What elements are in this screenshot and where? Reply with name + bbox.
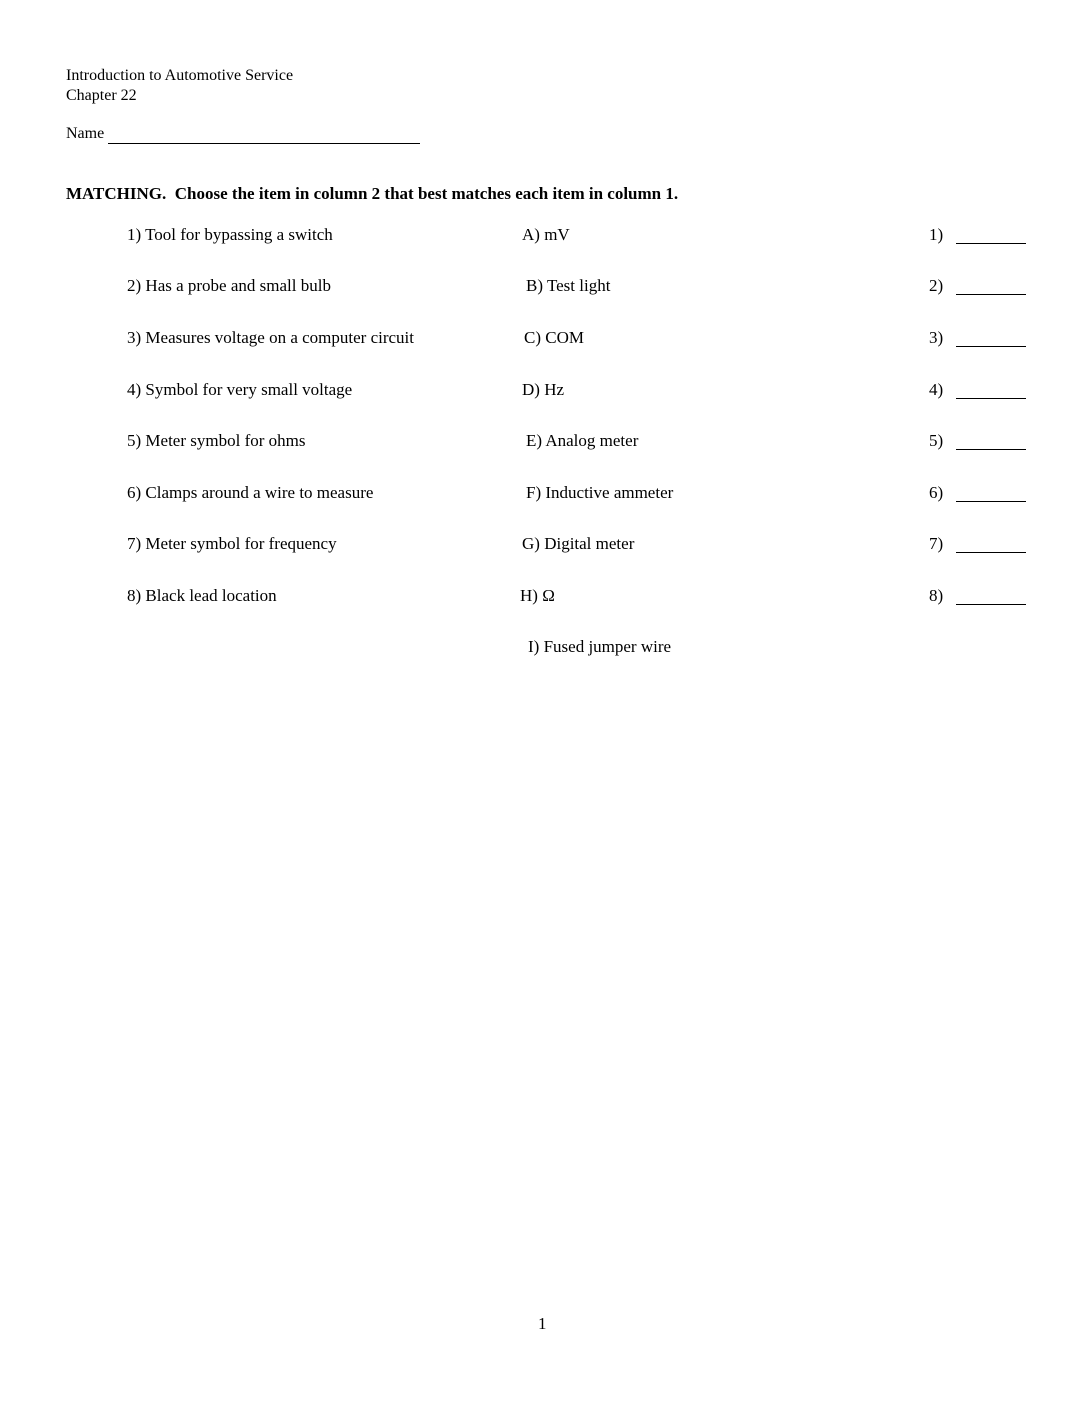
option-text: H) Ω bbox=[520, 586, 555, 605]
answer-number: 8) bbox=[929, 586, 944, 605]
answer-blank[interactable] bbox=[956, 604, 1026, 605]
matching-row bbox=[0, 379, 1088, 409]
matching-row bbox=[0, 430, 1088, 460]
option-text: D) Hz bbox=[522, 380, 565, 399]
matching-row bbox=[0, 275, 1088, 305]
answer-blank[interactable] bbox=[956, 449, 1026, 450]
question-text: 6) Clamps around a wire to measure bbox=[127, 483, 374, 502]
option-text: C) COM bbox=[524, 328, 584, 347]
answer-blank[interactable] bbox=[956, 346, 1026, 347]
answer-blank[interactable] bbox=[956, 243, 1026, 244]
course-title: Introduction to Automotive Service bbox=[66, 67, 294, 84]
matching-row bbox=[0, 636, 1088, 666]
chapter-label: Chapter 22 bbox=[66, 87, 137, 104]
name-blank-line[interactable] bbox=[108, 143, 420, 144]
option-text: G) Digital meter bbox=[522, 534, 635, 553]
answer-number: 4) bbox=[929, 380, 944, 399]
answer-blank[interactable] bbox=[956, 552, 1026, 553]
answer-blank[interactable] bbox=[956, 501, 1026, 502]
matching-instructions: MATCHING. Choose the item in column 2 that best matches each item in column 1. bbox=[66, 184, 679, 203]
option-text: A) mV bbox=[522, 225, 570, 244]
matching-row bbox=[0, 585, 1088, 615]
matching-row bbox=[0, 533, 1088, 563]
option-text: I) Fused jumper wire bbox=[528, 637, 672, 656]
matching-row bbox=[0, 327, 1088, 357]
question-text: 2) Has a probe and small bulb bbox=[127, 276, 331, 295]
question-text: 4) Symbol for very small voltage bbox=[127, 380, 353, 399]
option-text: F) Inductive ammeter bbox=[526, 483, 674, 502]
answer-number: 6) bbox=[929, 483, 944, 502]
name-label: Name bbox=[66, 125, 105, 142]
answer-number: 3) bbox=[929, 328, 944, 347]
question-text: 1) Tool for bypassing a switch bbox=[127, 225, 333, 244]
matching-row bbox=[0, 224, 1088, 254]
option-text: B) Test light bbox=[526, 276, 611, 295]
question-text: 5) Meter symbol for ohms bbox=[127, 431, 306, 450]
option-text: E) Analog meter bbox=[526, 431, 639, 450]
answer-blank[interactable] bbox=[956, 398, 1026, 399]
matching-row bbox=[0, 482, 1088, 512]
page-number: 1 bbox=[538, 1314, 547, 1333]
question-text: 3) Measures voltage on a computer circuit bbox=[127, 328, 415, 347]
answer-number: 7) bbox=[929, 534, 944, 553]
answer-blank[interactable] bbox=[956, 294, 1026, 295]
answer-number: 2) bbox=[929, 276, 944, 295]
answer-number: 1) bbox=[929, 225, 944, 244]
question-text: 7) Meter symbol for frequency bbox=[127, 534, 337, 553]
question-text: 8) Black lead location bbox=[127, 586, 277, 605]
answer-number: 5) bbox=[929, 431, 944, 450]
